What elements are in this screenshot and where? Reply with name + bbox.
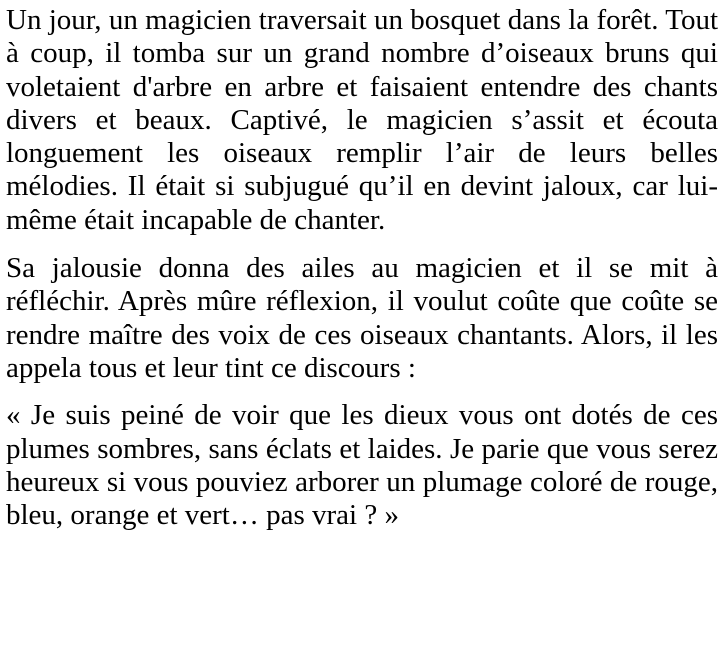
paragraph-3: « Je suis peiné de voir que les dieux vous ont dotés de ces plumes sombres, sans éclats et laides. Je parie que vous serez heureux si vous pouviez arborer un plumage coloré de rouge, bleu, orange et vert… pas vrai ? » bbox=[6, 399, 718, 532]
paragraph-2: Sa jalousie donna des ailes au magicien et il se mit à réfléchir. Après mûre réflexion, il voulut coûte que coûte se rendre maître des voix de ces oiseaux chantants. Alors, il les appela tous et leur tint ce discours : bbox=[6, 252, 718, 384]
paragraph-1: Un jour, un magicien traversait un bosquet dans la forêt. Tout à coup, il tomba sur un grand nombre d’oiseaux bruns qui voletaient d'arbre en arbre et faisaient entendre des chants divers et beaux. Captivé, le magicien s’assit et écouta longuement les oiseaux remplir l’air de leurs belles mélodies. Il était si subjugué qu’il en devint jaloux, car lui-même était incapable de chanter. bbox=[6, 4, 718, 236]
document-page bbox=[6, 4, 718, 532]
